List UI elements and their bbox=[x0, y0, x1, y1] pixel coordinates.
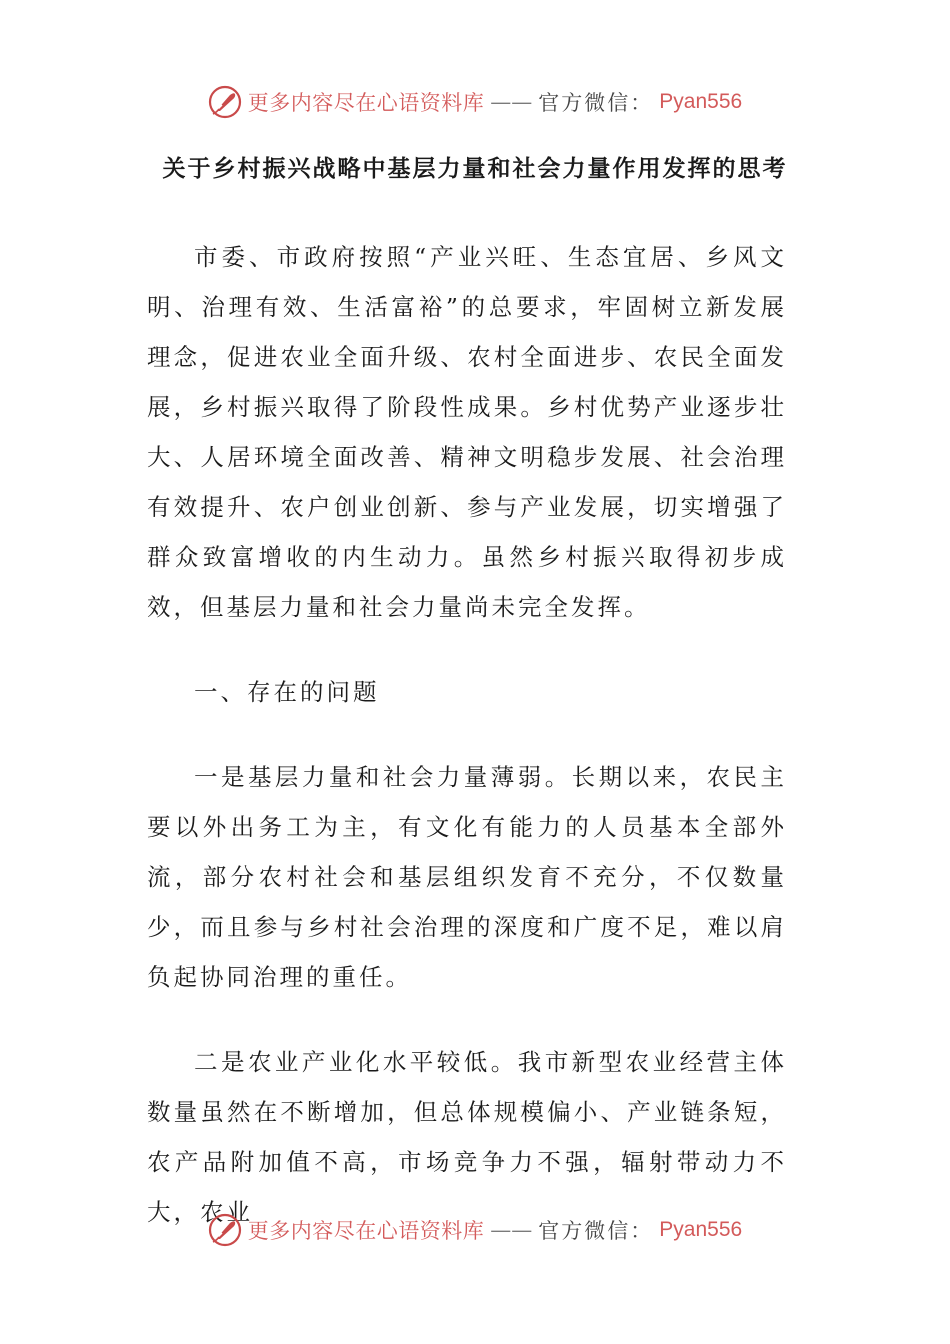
header-banner bbox=[0, 82, 950, 122]
document-title: 关于乡村振兴战略中基层力量和社会力量作用发挥的思考 bbox=[162, 156, 788, 182]
banner-wechat-id: Pyan556 bbox=[659, 1218, 743, 1241]
paragraph-problem-1: 一是基层力量和社会力量薄弱。长期以来，农民主要以外出务工为主，有文化有能力的人员基本全部外流，部分农村社会和基层组织发育不充分，不仅数量少，而且参与乡村社会治理的深度和广度不足，难以肩负起协同治理的重任。 bbox=[147, 763, 787, 991]
banner-library-name: 更多内容尽在心语资料库 bbox=[247, 1219, 485, 1243]
paragraph-problem-2: 二是农业产业化水平较低。我市新型农业经营主体数量虽然在不断增加，但总体规模偏小、产业链条短，农产品附加值不高，市场竞争力不强，辐射带动力不大，农业 bbox=[147, 1048, 787, 1226]
section-heading: 一、存在的问题 bbox=[194, 678, 380, 706]
banner-wechat-label: 官方微信： bbox=[538, 1219, 654, 1243]
paragraph-intro: 市委、市政府按照“产业兴旺、生态宜居、乡风文明、治理有效、生活富裕”的总要求，牢固树立新发展理念，促进农业全面升级、农村全面进步、农民全面发展，乡村振兴取得了阶段性成果。乡村优势产业逐步壮大、人居环境全面改善、精神文明稳步发展、社会治理有效提升、农户创业创新、参与产业发展，切实增强了群众致富增收的内生动力。虽然乡村振兴取得初步成效，但基层力量和社会力量尚未完全发挥。 bbox=[147, 243, 787, 621]
footer-banner bbox=[0, 1210, 950, 1250]
banner-wechat-id: Pyan556 bbox=[659, 90, 743, 113]
quill-pen-logo-icon bbox=[208, 1213, 242, 1247]
banner-separator: —— bbox=[490, 1218, 533, 1242]
banner-wechat-label: 官方微信： bbox=[538, 91, 654, 115]
quill-pen-logo-icon bbox=[208, 85, 242, 119]
banner-library-name: 更多内容尽在心语资料库 bbox=[247, 91, 485, 115]
banner-separator: —— bbox=[490, 90, 533, 114]
document-body bbox=[147, 232, 787, 1272]
